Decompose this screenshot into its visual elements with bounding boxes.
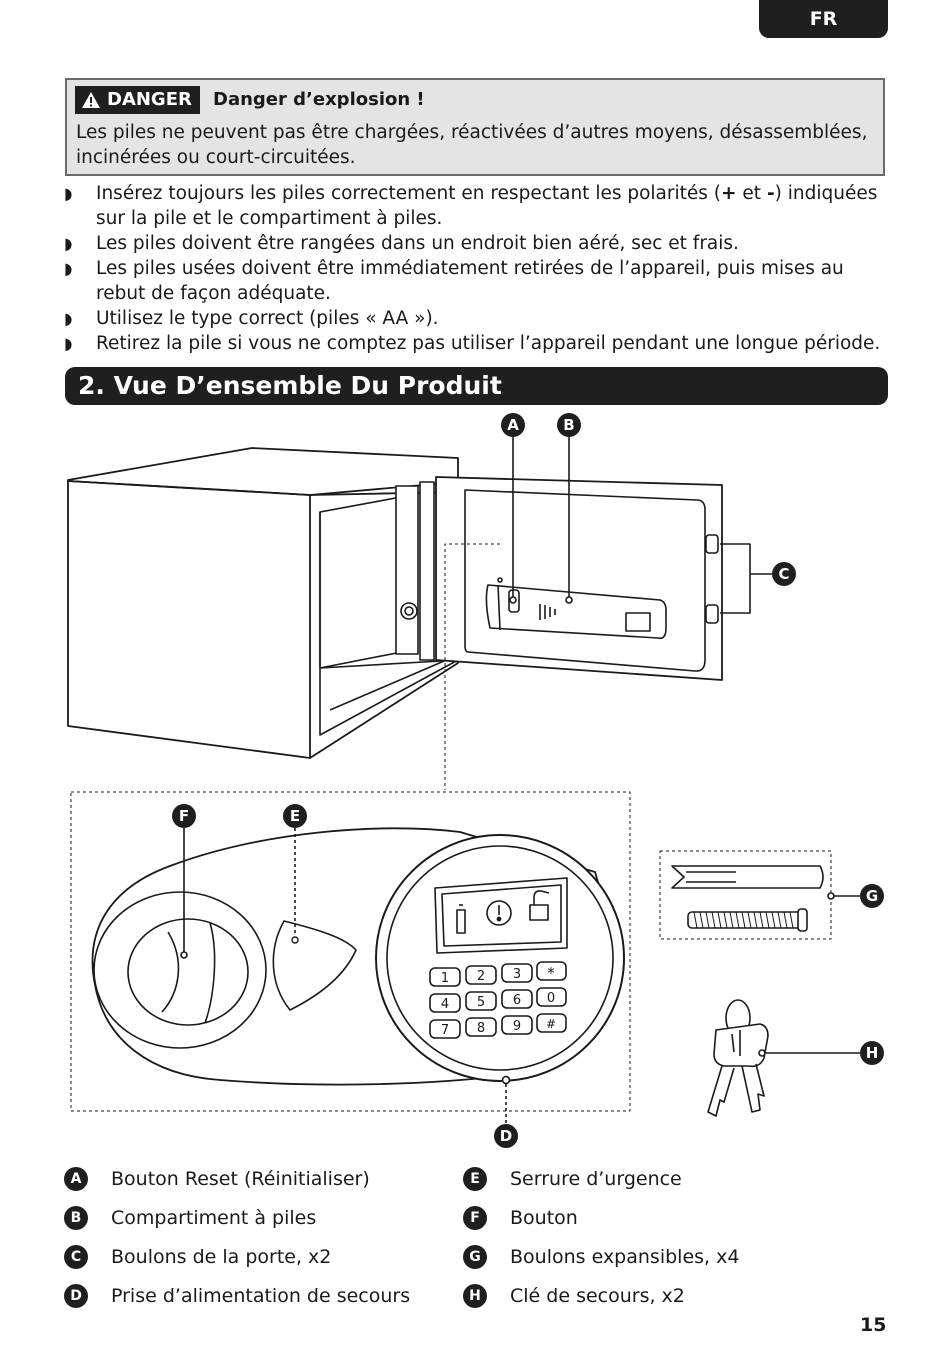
list-item [62, 181, 892, 231]
callout-f [172, 804, 196, 828]
svg-text:5: 5 [476, 995, 486, 1010]
bullet-icon: ◗ [64, 234, 73, 253]
svg-text:3: 3 [512, 967, 522, 982]
leader-dot-f [181, 952, 187, 958]
danger-badge-label: DANGER [107, 89, 192, 110]
legend-item [463, 1244, 739, 1270]
callout-e [283, 804, 307, 828]
legend-letter: B [64, 1206, 88, 1230]
safe-door-illustration [436, 477, 722, 680]
svg-text:8: 8 [476, 1021, 486, 1036]
safe-body-illustration [68, 448, 458, 758]
svg-text:E: E [289, 807, 301, 825]
list-item [62, 306, 892, 331]
danger-warning-box [65, 78, 885, 176]
list-item [62, 331, 892, 356]
svg-text:2: 2 [476, 969, 486, 984]
list-item-text: Les piles usées doivent être immédiatement retirées de l’appareil, puis mises au rebut de façon adéquate. [96, 258, 844, 304]
svg-text:7: 7 [440, 1023, 450, 1038]
legend-item [64, 1166, 370, 1192]
svg-text:G: G [865, 887, 879, 905]
legend-letter: C [64, 1245, 88, 1269]
legend-letter: H [463, 1284, 487, 1308]
svg-text:4: 4 [440, 997, 450, 1012]
keypad-lock-illustration [93, 828, 624, 1084]
svg-text:*: * [547, 964, 555, 982]
danger-title: Danger d’explosion ! [213, 89, 425, 110]
svg-text:9: 9 [512, 1019, 522, 1034]
legend-letter: E [463, 1167, 487, 1191]
plus-sign: + [721, 183, 737, 204]
section-heading: 2. Vue D’ensemble Du Produit [65, 367, 888, 405]
list-item-text-after: ) indiquées sur la pile et le compartiment à piles. [96, 183, 878, 229]
battery-safety-list [62, 181, 892, 356]
legend-label: Boulons de la porte, x2 [111, 1246, 332, 1268]
callout-g [860, 884, 884, 908]
leader-dot-a [510, 597, 516, 603]
list-item-text: Utilisez le type correct (piles « AA »). [96, 308, 439, 329]
leader-dot-b [566, 597, 572, 603]
legend-letter: D [64, 1284, 88, 1308]
language-tab: FR [759, 0, 888, 38]
emergency-keys-illustration [708, 1000, 768, 1116]
callout-h [860, 1041, 884, 1065]
danger-badge [75, 86, 200, 114]
list-item-text: Les piles doivent être rangées dans un endroit bien aéré, sec et frais. [96, 233, 739, 254]
legend-item [64, 1244, 331, 1270]
callout-b [557, 413, 581, 437]
legend-label: Boulons expansibles, x4 [510, 1246, 740, 1268]
legend-item [64, 1283, 410, 1309]
expansion-bolts-illustration [672, 866, 823, 931]
legend-label: Bouton Reset (Réinitialiser) [111, 1168, 370, 1190]
svg-text:6: 6 [512, 993, 522, 1008]
svg-text:0: 0 [546, 991, 556, 1006]
bullet-icon: ◗ [64, 184, 73, 203]
callout-d [494, 1124, 518, 1148]
legend-label: Serrure d’urgence [510, 1168, 682, 1190]
svg-text:C: C [778, 565, 790, 583]
list-item-text-mid: et [736, 183, 767, 204]
leader-dot-g [828, 893, 834, 899]
legend-label: Bouton [510, 1207, 578, 1229]
svg-text:F: F [178, 807, 190, 825]
danger-text: Les piles ne peuvent pas être chargées, réactivées d’autres moyens, désassemblées, incinérées ou court-circuitées. [76, 122, 868, 168]
legend-letter: A [64, 1167, 88, 1191]
list-item [62, 231, 892, 256]
product-overview-figure [0, 405, 950, 1160]
svg-text:#: # [545, 1017, 557, 1031]
list-item [62, 256, 892, 306]
svg-text:H: H [865, 1044, 879, 1062]
list-item-text: Retirez la pile si vous ne comptez pas utiliser l’appareil pendant une longue période. [96, 333, 881, 354]
legend-item [463, 1205, 578, 1231]
callout-c [772, 562, 796, 586]
callout-a [501, 413, 525, 437]
warning-triangle-icon [81, 91, 101, 109]
legend-letter: G [463, 1245, 487, 1269]
svg-text:1: 1 [440, 971, 450, 986]
svg-text:B: B [563, 416, 575, 434]
minus-sign: - [766, 183, 775, 204]
leader-dot-h [759, 1050, 765, 1056]
legend-label: Clé de secours, x2 [510, 1285, 685, 1307]
svg-text:A: A [507, 416, 519, 434]
legend-item [64, 1205, 316, 1231]
bullet-icon: ◗ [64, 334, 73, 353]
door-bolts-leader [720, 544, 772, 613]
bullet-icon: ◗ [64, 309, 73, 328]
legend-item [463, 1166, 682, 1192]
legend-item [463, 1283, 685, 1309]
legend-label: Prise d’alimentation de secours [111, 1285, 411, 1307]
legend-letter: F [463, 1206, 487, 1230]
bullet-icon: ◗ [64, 259, 73, 278]
svg-text:D: D [499, 1127, 513, 1145]
legend-label: Compartiment à piles [111, 1207, 317, 1229]
list-item-text-before: Insérez toujours les piles correctement en respectant les polarités ( [96, 183, 722, 204]
page-number: 15 [860, 1314, 887, 1336]
